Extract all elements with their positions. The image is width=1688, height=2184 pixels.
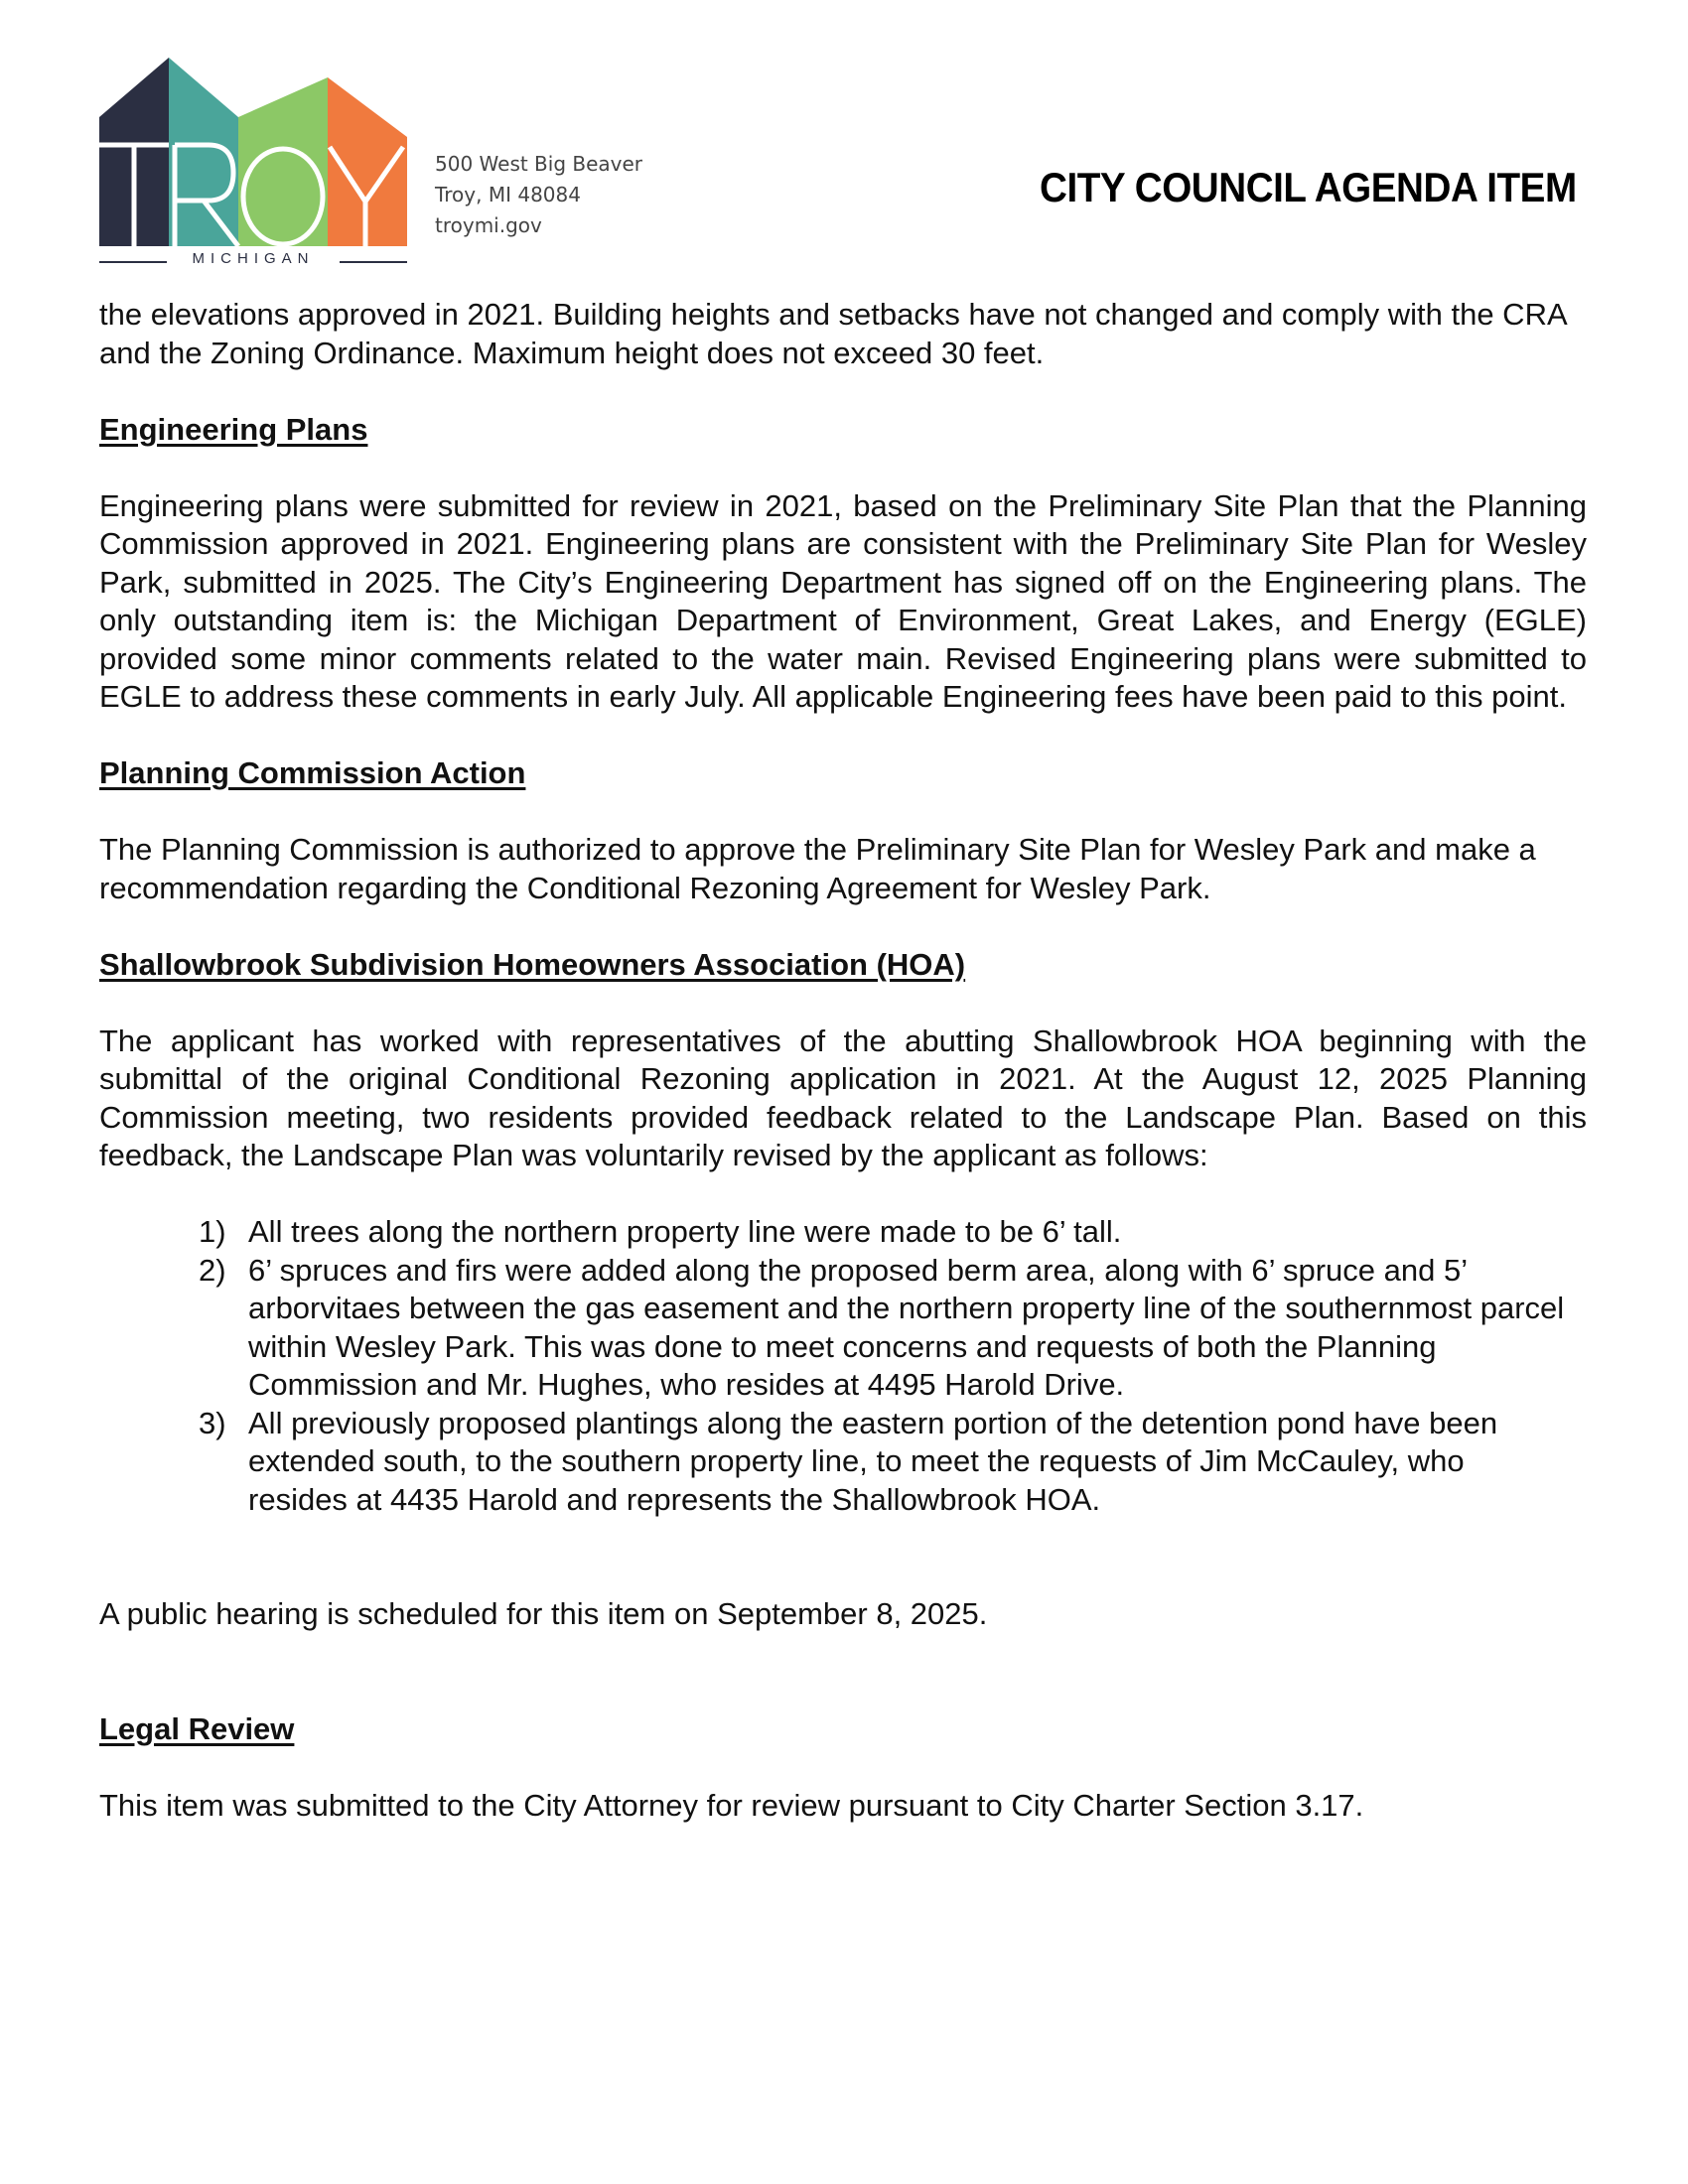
- city-address: [435, 149, 693, 241]
- list-item: [99, 1213, 1587, 1252]
- engineering-text: Engineering plans were submitted for review in 2021, based on the Preliminary Site Plan that the Planning Commission approved in 2021. Engineering plans are consistent with the Preliminary Site Plan for Wesley Park, submitted in 2025. The City’s Engineering Department has signed off on the Engineering plans. The only outstanding item is: the Michigan Department of Environment, Great Lakes, and Energy (EGLE) provided some minor comments related to the water main. Revised Engineering plans were submitted to EGLE to address these comments in early July. All applicable Engineering fees have been paid to this point.: [99, 487, 1587, 714]
- troy-logo: [99, 58, 407, 271]
- list-item: [99, 1405, 1587, 1520]
- list-item: [99, 1252, 1587, 1405]
- engineering-heading: Engineering Plans: [99, 411, 368, 447]
- public-hearing-text: A public hearing is scheduled for this item on September 8, 2025.: [99, 1596, 988, 1631]
- legal-heading: Legal Review: [99, 1710, 295, 1746]
- list-item-number: 3): [199, 1405, 226, 1440]
- planning-heading: Planning Commission Action: [99, 755, 526, 790]
- planning-text: The Planning Commission is authorized to approve the Preliminary Site Plan for Wesley Park and make a recommendation regarding the Conditional Rezoning Agreement for Wesley Park.: [99, 832, 1536, 905]
- document-body: [99, 296, 1587, 1825]
- list-item-number: 1): [199, 1214, 226, 1249]
- address-line-2: Troy, MI 48084: [435, 183, 581, 206]
- hoa-heading: Shallowbrook Subdivision Homeowners Association (HOA): [99, 946, 966, 982]
- list-item-text: All previously proposed plantings along the eastern portion of the detention pond have been extended south, to the southern property line, to meet the requests of Jim McCauley, who resides at 4435 Harold and represents the Shallowbrook HOA.: [248, 1405, 1498, 1517]
- list-item-number: 2): [199, 1252, 226, 1288]
- website-link[interactable]: troymi.gov: [435, 213, 542, 237]
- landscape-revisions-list: [99, 1213, 1587, 1519]
- list-item-text: All trees along the northern property line were made to be 6’ tall.: [248, 1214, 1122, 1249]
- troy-logo-graphic: [99, 58, 407, 271]
- intro-continuation: the elevations approved in 2021. Building heights and setbacks have not changed and comply with the CRA and the Zoning Ordinance. Maximum height does not exceed 30 feet.: [99, 297, 1566, 370]
- legal-text: This item was submitted to the City Attorney for review pursuant to City Charter Section 3.17.: [99, 1787, 1364, 1823]
- page-title: CITY COUNCIL AGENDA ITEM: [1040, 164, 1577, 210]
- hoa-text: The applicant has worked with representatives of the abutting Shallowbrook HOA beginning with the submittal of the original Conditional Rezoning application in 2021. At the August 12, 2025 Planning Commission meeting, two residents provided feedback related to the Landscape Plan. Based on this feedback, the Landscape Plan was voluntarily revised by the applicant as follows:: [99, 1023, 1587, 1172]
- list-item-text: 6’ spruces and firs were added along the proposed berm area, along with 6’ spruce and 5’ arborvitaes between the gas easement and the northern property line of the southernmost parcel within Wesley Park. This was done to meet concerns and requests of both the Planning Commission and Mr. Hughes, who resides at 4495 Harold Drive.: [248, 1252, 1565, 1402]
- logo-subtext: MICHIGAN: [192, 250, 315, 267]
- address-line-1: 500 West Big Beaver: [435, 152, 643, 176]
